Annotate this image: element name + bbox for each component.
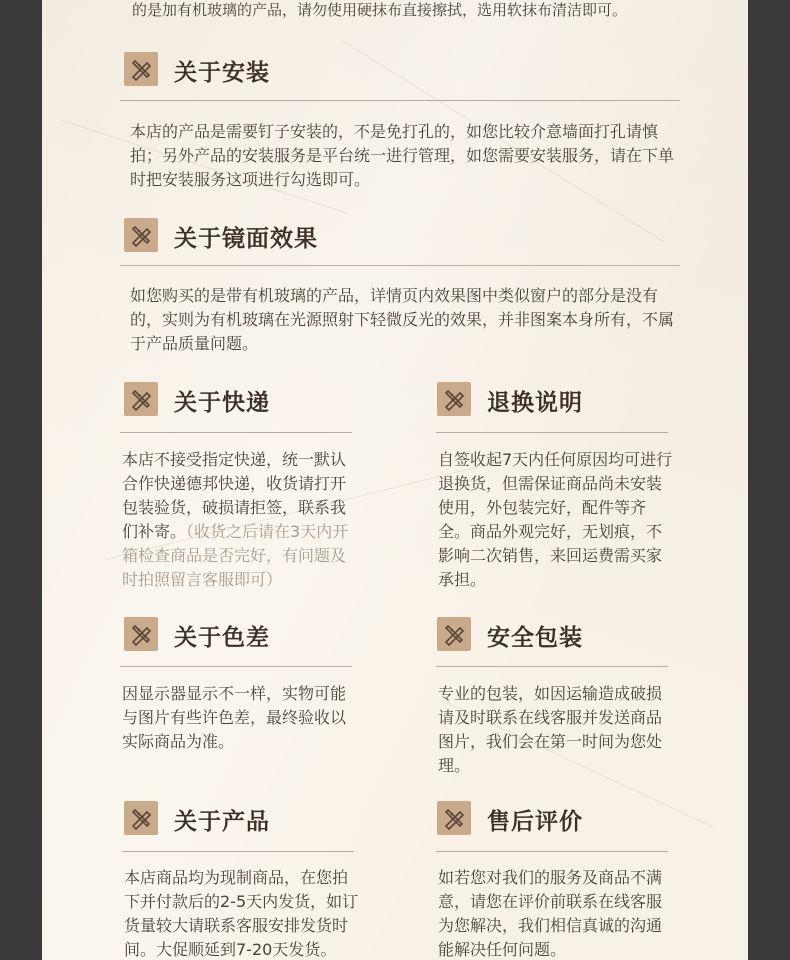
section-packaging-divider bbox=[436, 666, 668, 667]
section-install-title: 关于安装 bbox=[174, 60, 270, 86]
section-mirror-title: 关于镜面效果 bbox=[174, 226, 318, 252]
section-install-divider bbox=[120, 100, 680, 101]
info-panel bbox=[42, 0, 748, 960]
section-product-divider bbox=[122, 851, 354, 852]
section-express-note: （收货之后请在3天内开箱检查商品是否完好，有问题及时拍照留言客服即可） bbox=[122, 522, 349, 589]
section-express-main: 本店不接受指定快递，统一默认合作快递德邦快递，收货请打开包装验货，破损请拒签，联系我们补寄。 bbox=[122, 450, 347, 541]
section-express-body bbox=[122, 448, 358, 592]
section-color-body: 因显示器显示不一样，实物可能与图片有些许色差，最终验收以实际商品为准。 bbox=[122, 684, 347, 751]
section-product-title: 关于产品 bbox=[174, 809, 270, 835]
section-returns-title: 退换说明 bbox=[487, 390, 583, 416]
top-text: 的是加有机玻璃的产品，请勿使用硬抹布直接擦拭，选用软抹布清洁即可。 bbox=[132, 1, 628, 19]
section-express-title: 关于快递 bbox=[174, 390, 270, 416]
pencil-ruler-icon bbox=[124, 382, 158, 416]
pencil-ruler-icon bbox=[437, 801, 471, 835]
section-color-divider bbox=[120, 666, 352, 667]
section-review-header bbox=[437, 801, 677, 841]
section-color-title: 关于色差 bbox=[174, 625, 270, 651]
section-mirror-divider bbox=[120, 265, 680, 266]
section-returns-header bbox=[437, 382, 677, 422]
section-express-divider bbox=[120, 432, 352, 433]
pencil-ruler-icon bbox=[124, 218, 158, 252]
section-product-body: 本店商品均为现制商品，在您拍下并付款后的2-5天内发货，如订货量较大请联系客服安排发货时间。大促顺延到7-20天发货。 bbox=[124, 868, 359, 959]
section-product-header bbox=[124, 801, 364, 841]
section-color-header bbox=[124, 617, 364, 657]
section-review-divider bbox=[436, 851, 668, 852]
section-packaging-body: 专业的包装，如因运输造成破损请及时联系在线客服并发送商品图片，我们会在第一时间为您处理。 bbox=[438, 684, 663, 775]
pencil-ruler-icon bbox=[124, 617, 158, 651]
section-returns-divider bbox=[436, 432, 668, 433]
section-returns-body: 自签收起7天内任何原因均可进行退换货，但需保证商品尚未安装使用，外包装完好，配件等齐全。商品外观完好，无划痕，不影响二次销售，来回运费需买家承担。 bbox=[438, 450, 673, 589]
pencil-ruler-icon bbox=[437, 382, 471, 416]
section-install-body: 本店的产品是需要钉子安装的，不是免打孔的，如您比较介意墙面打孔请慎拍；另外产品的安装服务是平台统一进行管理，如您需要安装服务，请在下单时把安装服务这项进行勾选即可。 bbox=[130, 122, 675, 189]
section-mirror-body: 如您购买的是带有机玻璃的产品，详情页内效果图中类似窗户的部分是没有的，实则为有机玻璃在光源照射下轻微反光的效果，并非图案本身所有，不属于产品质量问题。 bbox=[130, 286, 675, 353]
section-express-header bbox=[124, 382, 364, 422]
section-install-header bbox=[124, 52, 424, 92]
section-review-title: 售后评价 bbox=[487, 809, 583, 835]
section-review-body: 如若您对我们的服务及商品不满意，请您在评价前联系在线客服为您解决，我们相信真诚的沟通能解决任何问题。 bbox=[438, 868, 663, 959]
pencil-ruler-icon bbox=[124, 801, 158, 835]
pencil-ruler-icon bbox=[124, 52, 158, 86]
section-packaging-title: 安全包装 bbox=[487, 625, 583, 651]
section-packaging-header bbox=[437, 617, 677, 657]
section-mirror-header bbox=[124, 218, 424, 258]
pencil-ruler-icon bbox=[437, 617, 471, 651]
